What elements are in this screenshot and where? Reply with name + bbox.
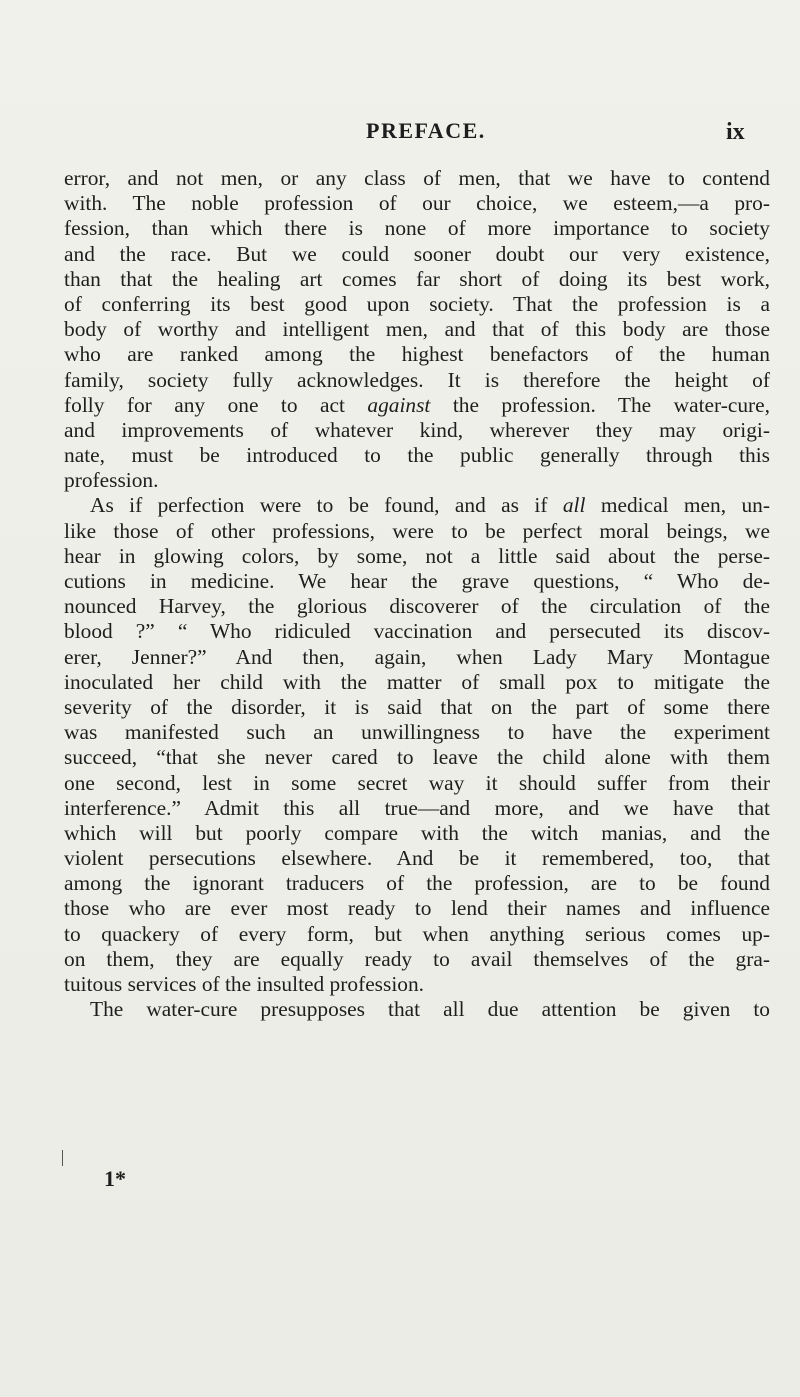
text-line bbox=[64, 846, 770, 871]
text-line bbox=[64, 493, 770, 518]
text-segment: to quackery of every form, but when anything serious comes up- bbox=[64, 921, 770, 946]
text-segment: succeed, “that she never cared to leave the child alone with them bbox=[64, 745, 770, 770]
page-number: ix bbox=[726, 119, 745, 145]
text-line bbox=[64, 368, 770, 393]
text-line bbox=[64, 569, 770, 594]
text-segment: error, and not men, or any class of men, that we have to contend bbox=[64, 166, 770, 190]
text-line bbox=[64, 745, 770, 770]
text-line bbox=[64, 796, 770, 821]
text-line bbox=[64, 645, 770, 670]
text-line bbox=[64, 972, 770, 997]
text-segment: body of worthy and intelligent men, and that of this body are those bbox=[64, 317, 770, 342]
body-text bbox=[64, 166, 770, 1022]
text-segment: family, society fully acknowledges. It is therefore the height of bbox=[64, 367, 770, 392]
text-line bbox=[64, 292, 770, 317]
text-segment: nate, must be introduced to the public generally through this bbox=[64, 443, 770, 468]
text-segment: cutions in medicine. We hear the grave questions, “ Who de- bbox=[64, 569, 770, 593]
text-segment: nounced Harvey, the glorious discoverer of the circulation of the bbox=[64, 594, 770, 619]
text-segment: profession. bbox=[64, 468, 159, 493]
text-line bbox=[64, 896, 770, 921]
signature-mark: 1* bbox=[104, 1166, 126, 1191]
text-line bbox=[64, 594, 770, 619]
text-segment: medical men, un- bbox=[585, 493, 770, 518]
text-segment: one second, lest in some secret way it should suffer from their bbox=[64, 770, 770, 795]
text-line bbox=[64, 871, 770, 896]
text-segment: erer, Jenner?” And then, again, when Lady Mary Montague bbox=[64, 644, 770, 669]
text-segment: fession, than which there is none of more importance to society bbox=[64, 216, 770, 241]
text-line bbox=[64, 242, 770, 267]
text-segment: inoculated her child with the matter of small pox to mitigate the bbox=[64, 669, 770, 694]
text-line bbox=[64, 947, 770, 972]
text-segment: like those of other professions, were to be perfect moral beings, we bbox=[64, 518, 770, 543]
text-line bbox=[64, 443, 770, 468]
text-segment: on them, they are equally ready to avail themselves of the gra- bbox=[64, 946, 770, 971]
text-line bbox=[64, 997, 770, 1022]
text-line bbox=[64, 670, 770, 695]
text-line bbox=[64, 267, 770, 292]
text-segment: interference.” Admit this all true—and more, and we have that bbox=[64, 795, 770, 820]
text-segment: The water-cure presupposes that all due attention be given to bbox=[90, 997, 770, 1022]
text-segment: severity of the disorder, it is said that on the part of some there bbox=[64, 694, 770, 719]
text-line bbox=[64, 922, 770, 947]
text-segment: tuitous services of the insulted profession. bbox=[64, 972, 425, 996]
margin-mark bbox=[62, 1150, 63, 1166]
text-line bbox=[64, 468, 770, 493]
text-line bbox=[64, 418, 770, 443]
text-segment: and improvements of whatever kind, wherever they may origi- bbox=[64, 417, 770, 442]
text-line bbox=[64, 519, 770, 544]
text-segment: the profession. The water-cure, bbox=[430, 392, 770, 417]
italic-text: against bbox=[367, 392, 431, 417]
text-line bbox=[64, 216, 770, 241]
text-segment: of conferring its best good upon society. That the profession is a bbox=[64, 291, 770, 316]
text-line bbox=[64, 544, 770, 569]
text-line bbox=[64, 821, 770, 846]
text-segment: As if perfection were to be found, and as if bbox=[90, 493, 563, 518]
text-line bbox=[64, 771, 770, 796]
text-segment: among the ignorant traducers of the profession, are to be found bbox=[64, 871, 770, 896]
text-segment: and the race. But we could sooner doubt our very existence, bbox=[64, 241, 770, 266]
text-segment: those who are ever most ready to lend their names and influence bbox=[64, 896, 770, 921]
text-segment: hear in glowing colors, by some, not a little said about the perse- bbox=[64, 543, 770, 568]
text-segment: folly for any one to act bbox=[64, 392, 368, 417]
text-line bbox=[64, 393, 770, 418]
text-line bbox=[64, 720, 770, 745]
text-line bbox=[64, 695, 770, 720]
text-segment: was manifested such an unwillingness to have the experiment bbox=[64, 720, 770, 745]
running-head bbox=[0, 118, 800, 148]
text-segment: who are ranked among the highest benefactors of the human bbox=[64, 342, 770, 367]
text-line bbox=[64, 317, 770, 342]
text-segment: than that the healing art comes far short of doing its best work, bbox=[64, 266, 770, 291]
text-segment: blood ?” “ Who ridiculed vaccination and persecuted its discov- bbox=[64, 619, 770, 644]
text-segment: violent persecutions elsewhere. And be it remembered, too, that bbox=[64, 846, 770, 871]
italic-text: all bbox=[562, 493, 586, 518]
running-title: PREFACE. bbox=[366, 118, 486, 143]
text-line bbox=[64, 166, 770, 191]
text-line bbox=[64, 619, 770, 644]
text-line bbox=[64, 342, 770, 367]
text-segment: with. The noble profession of our choice, we esteem,—a pro- bbox=[64, 191, 770, 216]
text-segment: which will but poorly compare with the witch manias, and the bbox=[64, 820, 770, 845]
text-line bbox=[64, 191, 770, 216]
